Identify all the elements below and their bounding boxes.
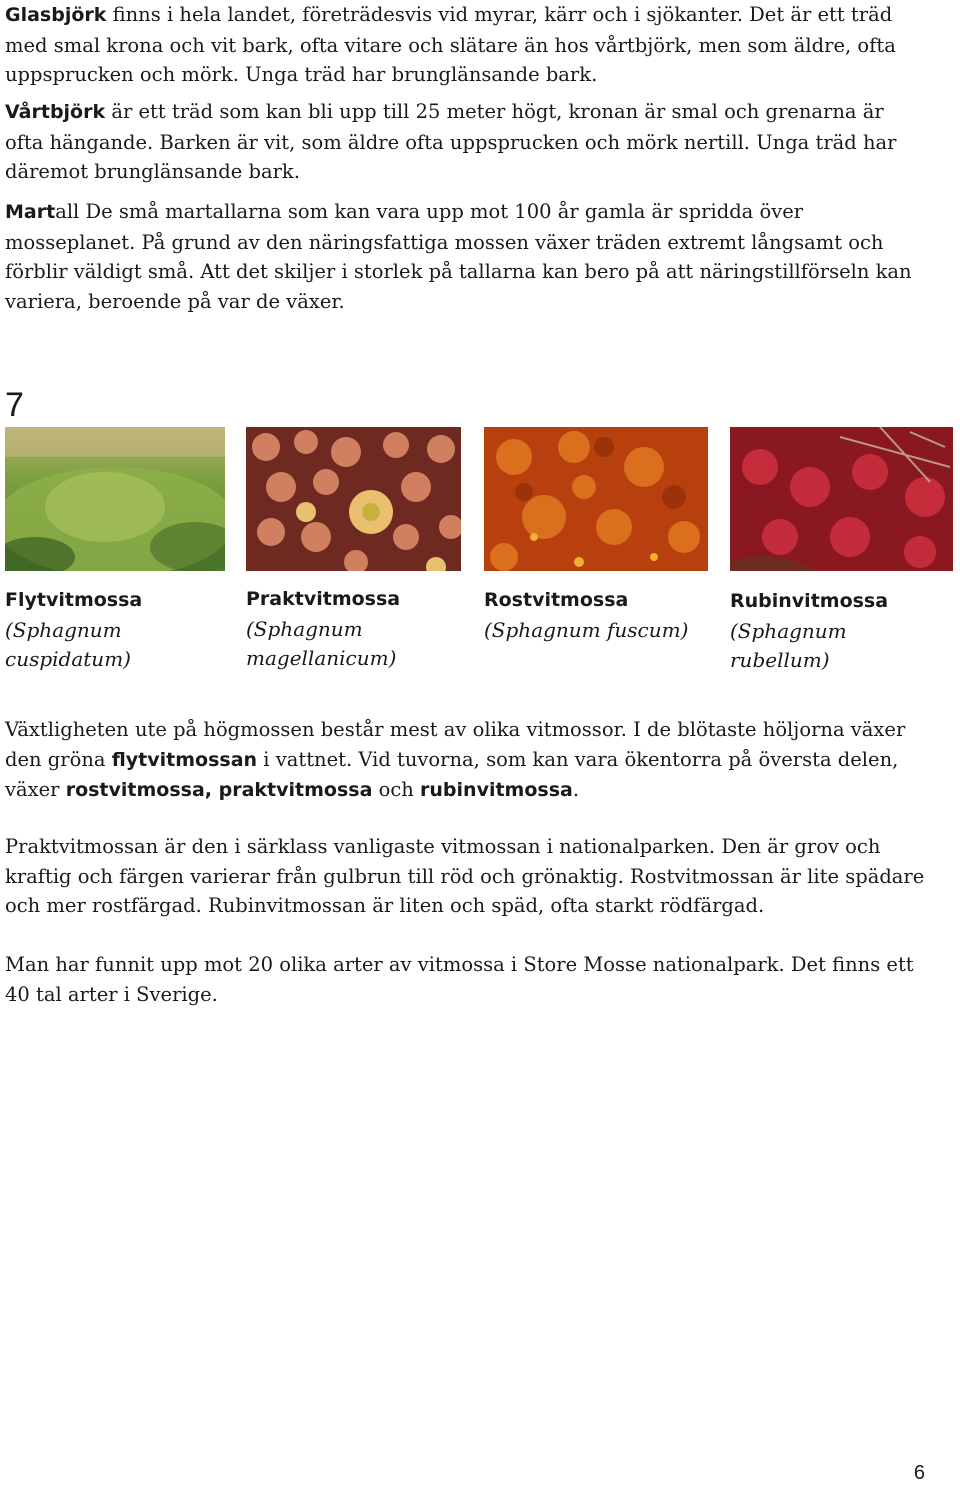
page-number: 6 [913, 1462, 925, 1484]
paragraph-text: Växtligheten ute på högmossen består mest av olika vitmossor. I de blötaste höljorna växer den gröna [5, 718, 906, 771]
caption-common-name: Flytvitmossa [5, 589, 143, 611]
paragraph-text: . [572, 778, 580, 801]
caption-rubinvitmossa [730, 587, 900, 676]
paragraph-text: och [372, 778, 421, 801]
caption-common-name: Rostvitmossa [484, 589, 629, 611]
paragraph-text: i vattnet. Vid tuvorna, som kan vara ökentorra på översta delen, växer [5, 747, 899, 801]
paragraph-text: all De små martallarna som kan vara upp mot 100 år gamla är spridda över mosseplanet. På grund av den näringsfattiga mossen växer träden extremt långsamt och förblir väldigt små. Att det skiljer i storlek på tallarna kan bero på att näringstillförseln kan variera, beroende på var de växer. [5, 200, 912, 313]
paragraph-glasbjork [5, 0, 925, 90]
term-rost-prakt: rostvitmossa, praktvitmossa [65, 779, 373, 801]
paragraph-vartbjork [5, 97, 925, 187]
paragraph-martall [5, 197, 925, 316]
photo-flytvitmossa [5, 427, 225, 571]
photo-praktvitmossa [246, 427, 461, 571]
term-martall: Mart [5, 201, 56, 223]
paragraph-praktvitmossan: Praktvitmossan är den i särklass vanligaste vitmossan i nationalparken. Den är grov och kraftig och färgen varierar från gulbrun till röd och grönaktig. Rostvitmossan är lite spädare och mer rostfärgad. Rubinvitmossan är liten och späd, ofta starkt rödfärgad. [5, 835, 925, 917]
caption-common-name: Rubinvitmossa [730, 590, 889, 612]
paragraph-text: finns i hela landet, företrädesvis vid myrar, kärr och i sjökanter. Det är ett träd med smal krona och vit bark, ofta vitare och slätare än hos vårtbjörk, men som äldre, ofta uppsprucken och mörk. Unga träd har brunglänsande bark. [5, 3, 896, 86]
caption-latin-name: (Sphagnum fuscum) [484, 617, 689, 642]
photo-rubinvitmossa [730, 427, 953, 571]
paragraph-vaxtlighet [5, 715, 925, 806]
caption-latin-name: (Sphagnum cuspidatum) [5, 617, 131, 671]
paragraph-arter: Man har funnit upp mot 20 olika arter av vitmossa i Store Mosse nationalpark. Det finns ett 40 tal arter i Sverige. [5, 953, 914, 1006]
term-rubinvitmossa: rubinvitmossa [420, 779, 573, 801]
caption-latin-name: (Sphagnum magellanicum) [246, 616, 397, 670]
photo-rostvitmossa [484, 427, 708, 571]
caption-common-name: Praktvitmossa [246, 588, 401, 610]
caption-rostvitmossa [484, 586, 704, 645]
term-glasbjork: Glasbjörk [5, 4, 107, 26]
term-flytvitmossan: flytvitmossan [111, 748, 258, 771]
caption-praktvitmossa [246, 585, 416, 674]
term-vartbjork: Vårtbjörk [5, 101, 106, 123]
caption-latin-name: (Sphagnum rubellum) [730, 618, 847, 672]
caption-flytvitmossa [5, 586, 175, 675]
section-number: 7 [5, 386, 24, 424]
paragraph-text: är ett träd som kan bli upp till 25 meter högt, kronan är smal och grenarna är ofta hängande. Barken är vit, som äldre ofta uppsprucken och mörk nertill. Unga träd har däremot brunglänsande bark. [5, 100, 897, 183]
